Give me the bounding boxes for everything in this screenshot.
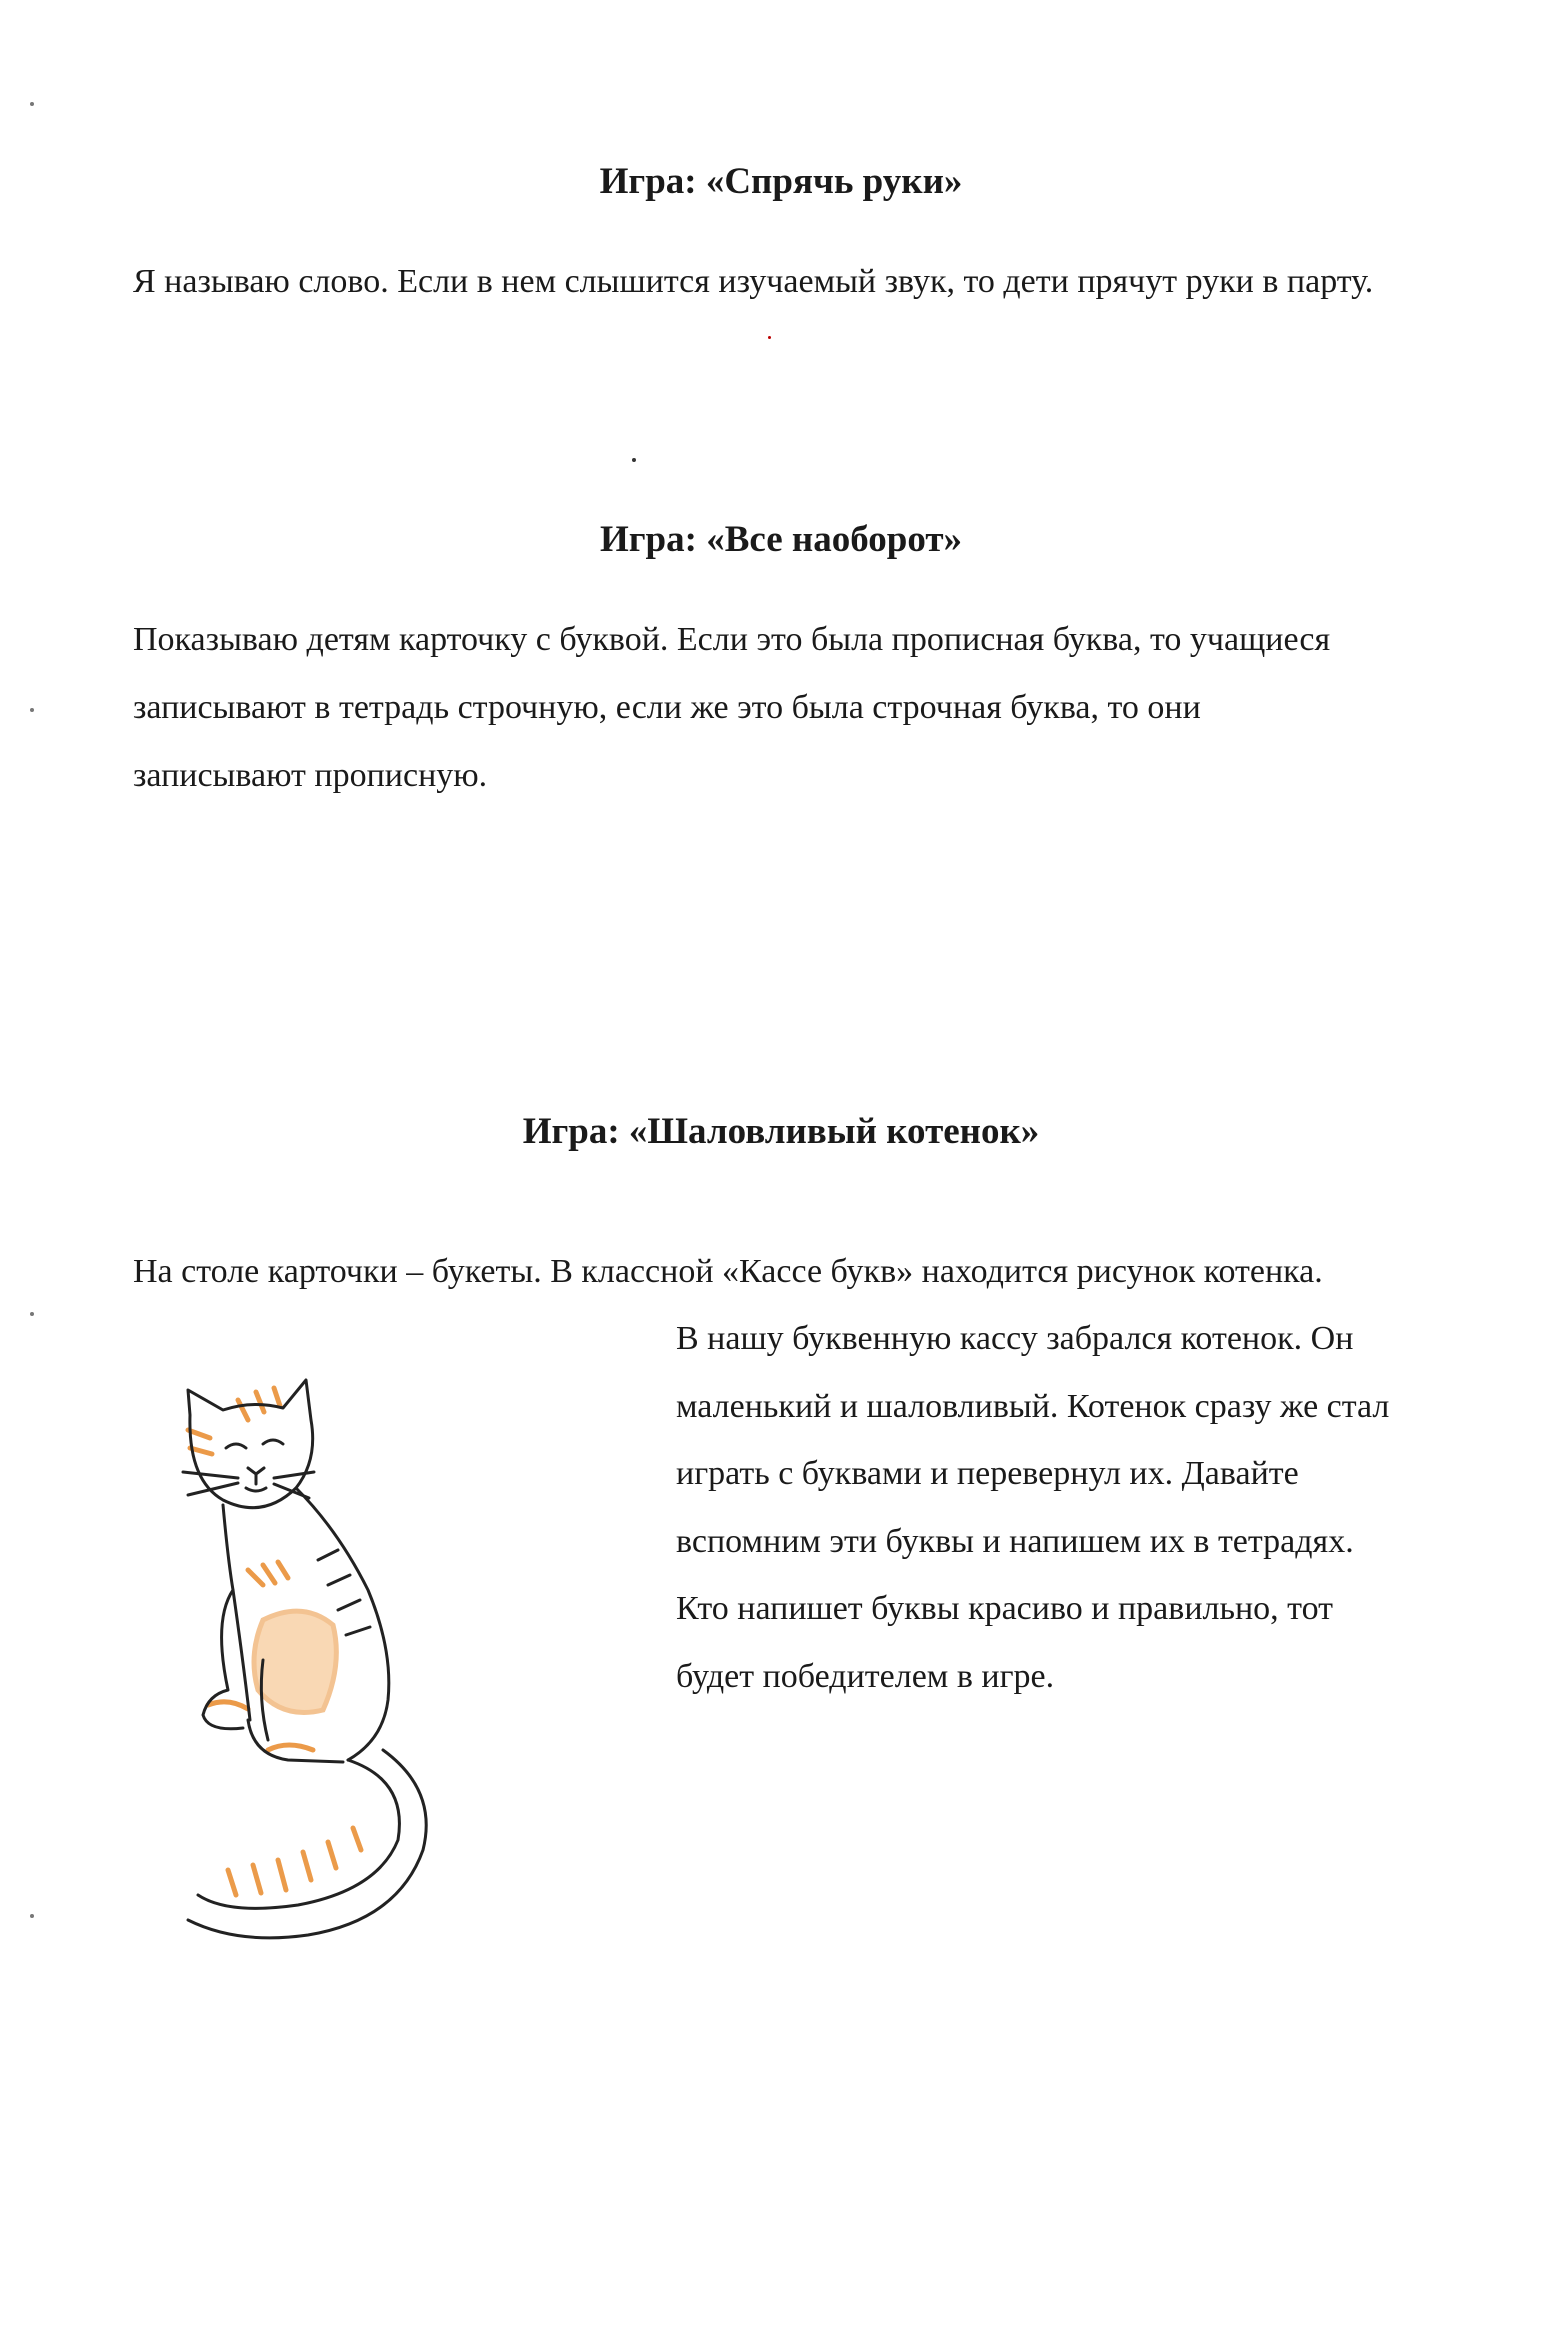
game-3-line: В нашу буквенную кассу забрался котенок. Он [676,1320,1354,1357]
game-2-title: Игра: «Все наоборот» [599,519,963,560]
game-1-text [133,248,1453,316]
game-2-text [133,606,1453,810]
game-2-line: записывают в тетрадь строчную, если же это была строчная буква, то они [133,689,1201,726]
scan-speck [30,1312,34,1316]
scan-speck [30,102,34,106]
game-3-line: маленький и шаловливый. Котенок сразу же стал [676,1387,1390,1425]
game-3-intro [133,1238,1453,1306]
game-3-intro-line: На столе карточки – букеты. В классной «Кассе букв» находится рисунок котенка. [133,1253,1323,1290]
game-1-line: Я называю слово. Если в нем слышится изучаемый звук, то дети прячут руки в парту. [133,263,1374,300]
scan-speck [768,336,771,339]
game-3-line: будет победителем в игре. [676,1657,1055,1695]
game-3-line: играть с буквами и перевернул их. Давайте [676,1455,1299,1492]
scan-speck [30,708,34,712]
cat-illustration [168,1360,488,1960]
game-2-line: записывают прописную. [133,757,488,794]
game-3-title: Игра: «Шаловливый котенок» [522,1111,1040,1152]
game-3-line: Кто напишет буквы красиво и правильно, тот [676,1590,1334,1627]
scan-speck [30,1914,34,1918]
game-3-text [676,1305,1476,1710]
game-2-line: Показываю детям карточку с буквой. Если это была прописная буква, то учащиеся [133,621,1331,658]
scan-speck [632,458,636,462]
game-1-title: Игра: «Спрячь руки» [599,161,963,202]
game-3-line: вспомним эти буквы и напишем их в тетрадях. [676,1522,1354,1560]
